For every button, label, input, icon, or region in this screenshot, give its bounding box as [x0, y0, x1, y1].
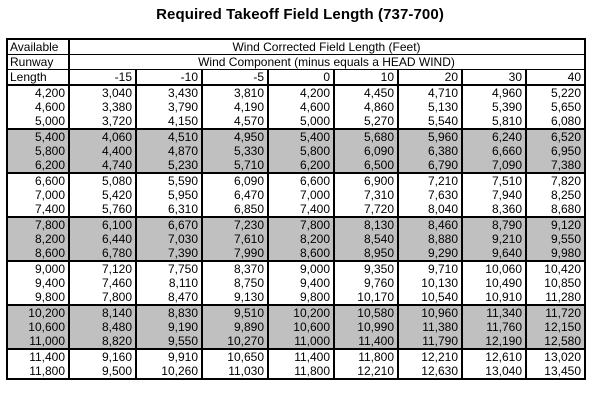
- runway-length-cell: 8,600: [7, 246, 69, 261]
- field-length-cell: 9,550: [526, 232, 585, 246]
- field-length-cell: 7,750: [136, 261, 202, 276]
- table-row: [7, 334, 585, 349]
- runway-length-cell: 9,000: [7, 261, 69, 276]
- field-length-cell: 6,950: [526, 144, 585, 158]
- field-length-cell: 5,760: [69, 202, 136, 217]
- field-length-cell: 4,710: [398, 85, 462, 100]
- field-length-cell: 12,190: [462, 334, 526, 349]
- field-length-cell: 6,790: [398, 158, 462, 173]
- field-length-cell: 10,960: [398, 305, 462, 320]
- field-length-cell: 9,510: [202, 305, 268, 320]
- field-length-cell: 10,170: [334, 290, 398, 305]
- table-row: [7, 290, 585, 305]
- field-length-cell: 6,600: [268, 173, 334, 188]
- field-length-cell: 9,890: [202, 320, 268, 334]
- field-length-cell: 4,870: [136, 144, 202, 158]
- field-length-cell: 12,610: [462, 349, 526, 364]
- field-length-cell: 8,790: [462, 217, 526, 232]
- field-length-cell: 7,800: [69, 290, 136, 305]
- runway-length-cell: 10,600: [7, 320, 69, 334]
- field-length-cell: 7,230: [202, 217, 268, 232]
- field-length-cell: 6,440: [69, 232, 136, 246]
- table-row: [7, 158, 585, 173]
- field-length-cell: 10,130: [398, 276, 462, 290]
- field-length-cell: 6,310: [136, 202, 202, 217]
- field-length-cell: 8,130: [334, 217, 398, 232]
- field-length-cell: 12,630: [398, 364, 462, 379]
- runway-length-cell: 11,800: [7, 364, 69, 379]
- field-length-cell: 5,680: [334, 129, 398, 144]
- field-length-cell: 4,510: [136, 129, 202, 144]
- runway-length-cell: 7,400: [7, 202, 69, 217]
- field-length-cell: 9,500: [69, 364, 136, 379]
- field-length-cell: 3,430: [136, 85, 202, 100]
- field-length-cell: 9,910: [136, 349, 202, 364]
- field-length-cell: 12,580: [526, 334, 585, 349]
- field-length-cell: 8,200: [268, 232, 334, 246]
- wind-component-header: -5: [202, 70, 268, 86]
- header-available: Available: [7, 39, 69, 55]
- field-length-cell: 7,390: [136, 246, 202, 261]
- field-length-cell: 10,270: [202, 334, 268, 349]
- field-length-cell: 8,600: [268, 246, 334, 261]
- field-length-cell: 8,540: [334, 232, 398, 246]
- field-length-cell: 10,910: [462, 290, 526, 305]
- field-length-cell: 10,580: [334, 305, 398, 320]
- field-length-cell: 3,810: [202, 85, 268, 100]
- runway-length-cell: 9,400: [7, 276, 69, 290]
- field-length-cell: 7,940: [462, 188, 526, 202]
- header-runway: Runway: [7, 55, 69, 70]
- wind-component-header: -15: [69, 70, 136, 86]
- field-length-cell: 8,950: [334, 246, 398, 261]
- field-length-cell: 11,800: [334, 349, 398, 364]
- field-length-cell: 5,650: [550, 100, 581, 114]
- field-length-cell: 11,380: [398, 320, 462, 334]
- field-length-cell: 7,000: [268, 188, 334, 202]
- wind-component-header: 30: [462, 70, 526, 86]
- page-title: Required Takeoff Field Length (737-700): [156, 6, 444, 23]
- field-length-cell: 10,850: [544, 276, 581, 290]
- field-length-cell: 7,510: [462, 173, 526, 188]
- field-length-cell: 4,600: [268, 100, 334, 114]
- runway-length-cell: 7,800: [7, 217, 69, 232]
- field-length-cell: 10,600: [268, 320, 334, 334]
- header-wind-corrected-field-length: Wind Corrected Field Length (Feet): [69, 39, 585, 55]
- field-length-cell: 8,110: [136, 276, 202, 290]
- field-length-cell: 5,710: [202, 158, 268, 173]
- field-length-cell: 8,370: [202, 261, 268, 276]
- header-length: Length: [7, 70, 69, 86]
- runway-length-cell: 11,400: [7, 349, 69, 364]
- field-length-cell: 3,380: [69, 100, 136, 114]
- field-length-cell: 12,210: [334, 364, 398, 379]
- table-row: [7, 173, 585, 188]
- wind-component-header: 10: [334, 70, 398, 86]
- field-length-cell: 11,760: [462, 320, 526, 334]
- field-length-cell: 9,400: [268, 276, 334, 290]
- field-length-cell: 6,670: [136, 217, 202, 232]
- table-row: [7, 349, 585, 364]
- field-length-cell: 4,450: [334, 85, 398, 100]
- field-length-cell: 10,540: [398, 290, 462, 305]
- field-length-cell: 9,000: [268, 261, 334, 276]
- field-length-cell: 4,060: [69, 129, 136, 144]
- field-length-cell: 7,310: [334, 188, 398, 202]
- field-length-cell: 5,330: [202, 144, 268, 158]
- field-length-cell: 7,210: [398, 173, 462, 188]
- field-length-cell: 9,800: [268, 290, 334, 305]
- field-length-cell: 6,100: [69, 217, 136, 232]
- field-length-cell: 13,040: [462, 364, 526, 379]
- field-length-cell: 9,130: [202, 290, 268, 305]
- field-length-cell: 11,720: [526, 305, 585, 320]
- field-length-cell: 6,780: [69, 246, 136, 261]
- field-length-cell: 8,040: [398, 202, 462, 217]
- field-length-cell: 10,260: [136, 364, 202, 379]
- wind-component-header: 20: [398, 70, 462, 86]
- wind-component-header: 0: [268, 70, 334, 86]
- field-length-cell: 9,120: [526, 217, 585, 232]
- runway-length-cell: 6,200: [7, 158, 69, 173]
- field-length-cell: 7,380: [526, 158, 585, 173]
- field-length-cell: 10,650: [202, 349, 268, 364]
- field-length-cell: 8,360: [462, 202, 526, 217]
- field-length-cell: 8,830: [136, 305, 202, 320]
- field-length-cell: 7,030: [136, 232, 202, 246]
- runway-length-cell: 5,800: [7, 144, 69, 158]
- table-row: [7, 114, 585, 129]
- field-length-cell: 12,150: [526, 320, 585, 334]
- runway-length-cell: 4,200: [7, 85, 69, 100]
- field-length-cell: 13,450: [544, 364, 581, 378]
- field-length-cell: 6,090: [334, 144, 398, 158]
- field-length-cell: 7,610: [202, 232, 268, 246]
- field-length-cell: 9,210: [462, 232, 526, 246]
- field-length-cell: 4,950: [202, 129, 268, 144]
- takeoff-field-length-table: [6, 38, 586, 380]
- header-wind-component: Wind Component (minus equals a HEAD WIND): [69, 55, 585, 70]
- field-length-cell: 7,720: [334, 202, 398, 217]
- field-length-cell: 4,570: [202, 114, 268, 129]
- field-length-cell: 5,800: [268, 144, 334, 158]
- field-length-cell: 9,980: [526, 246, 585, 261]
- field-length-cell: 11,340: [462, 305, 526, 320]
- table-row: [7, 232, 585, 246]
- field-length-cell: 6,470: [202, 188, 268, 202]
- table-row: [7, 129, 585, 144]
- table-body: [7, 85, 585, 379]
- field-length-cell: 6,850: [202, 202, 268, 217]
- field-length-cell: 5,950: [136, 188, 202, 202]
- field-length-cell: 11,400: [334, 334, 398, 349]
- field-length-cell: 9,290: [398, 246, 462, 261]
- table-row: [7, 217, 585, 232]
- field-length-cell: 7,990: [202, 246, 268, 261]
- field-length-cell: 8,680: [526, 202, 585, 217]
- field-length-cell: 8,460: [398, 217, 462, 232]
- field-length-cell: 9,350: [334, 261, 398, 276]
- field-length-cell: 6,240: [462, 129, 526, 144]
- field-length-cell: 5,230: [136, 158, 202, 173]
- field-length-cell: 5,000: [268, 114, 334, 129]
- field-length-cell: 9,640: [462, 246, 526, 261]
- field-length-cell: 4,400: [69, 144, 136, 158]
- field-length-cell: 8,820: [69, 334, 136, 349]
- table-row: [7, 364, 585, 379]
- table-row: [7, 100, 585, 114]
- field-length-cell: 3,790: [136, 100, 202, 114]
- field-length-cell: 11,000: [268, 334, 334, 349]
- field-length-cell: 6,900: [334, 173, 398, 188]
- field-length-cell: 5,400: [268, 129, 334, 144]
- table-row: [7, 144, 585, 158]
- field-length-cell: 5,220: [550, 86, 581, 100]
- field-length-cell: 9,710: [398, 261, 462, 276]
- field-length-cell: 9,190: [136, 320, 202, 334]
- table-row: [7, 276, 585, 290]
- runway-length-cell: 10,200: [7, 305, 69, 320]
- table-row: [7, 85, 585, 100]
- field-length-cell: 6,090: [202, 173, 268, 188]
- field-length-cell: 5,810: [462, 114, 526, 129]
- table-row: [7, 305, 585, 320]
- table-row: [7, 202, 585, 217]
- field-length-cell: 4,200: [268, 85, 334, 100]
- field-length-cell: 5,540: [398, 114, 462, 129]
- field-length-cell: 7,120: [69, 261, 136, 276]
- field-length-cell: 11,400: [268, 349, 334, 364]
- field-length-cell: 8,140: [69, 305, 136, 320]
- field-length-cell: 6,520: [526, 129, 585, 144]
- field-length-cell: 5,130: [398, 100, 462, 114]
- field-length-cell: 5,590: [136, 173, 202, 188]
- field-length-cell: 4,740: [69, 158, 136, 173]
- field-length-cell: 6,200: [268, 158, 334, 173]
- runway-length-cell: 8,200: [7, 232, 69, 246]
- field-length-cell: 9,160: [69, 349, 136, 364]
- runway-length-cell: 9,800: [7, 290, 69, 305]
- field-length-cell: 6,660: [462, 144, 526, 158]
- field-length-cell: 8,470: [136, 290, 202, 305]
- field-length-cell: 4,190: [202, 100, 268, 114]
- field-length-cell: 7,400: [268, 202, 334, 217]
- field-length-cell: 10,420: [544, 262, 581, 276]
- wind-component-header: -10: [136, 70, 202, 86]
- runway-length-cell: 5,400: [7, 129, 69, 144]
- field-length-cell: 13,020: [544, 350, 581, 364]
- field-length-cell: 5,960: [398, 129, 462, 144]
- field-length-cell: 4,150: [136, 114, 202, 129]
- field-length-cell: 7,460: [69, 276, 136, 290]
- field-length-cell: 4,960: [462, 85, 526, 100]
- field-length-cell: 10,200: [268, 305, 334, 320]
- field-length-cell: 5,420: [69, 188, 136, 202]
- wind-component-header: 40: [526, 70, 585, 86]
- runway-length-cell: 11,000: [7, 334, 69, 349]
- runway-length-cell: 5,000: [7, 114, 69, 129]
- runway-length-cell: 4,600: [7, 100, 69, 114]
- field-length-cell: 6,080: [526, 114, 585, 129]
- field-length-cell: 8,250: [550, 188, 581, 202]
- field-length-cell: 9,760: [334, 276, 398, 290]
- field-length-cell: 10,990: [334, 320, 398, 334]
- field-length-cell: 11,280: [526, 290, 585, 305]
- field-length-cell: 3,720: [69, 114, 136, 129]
- table-row: [7, 261, 585, 276]
- field-length-cell: 12,210: [398, 349, 462, 364]
- runway-length-cell: 6,600: [7, 173, 69, 188]
- field-length-cell: 7,630: [398, 188, 462, 202]
- field-length-cell: 5,080: [69, 173, 136, 188]
- table-row: [7, 246, 585, 261]
- field-length-cell: 6,500: [334, 158, 398, 173]
- table-row: [7, 188, 585, 202]
- runway-length-cell: 7,000: [7, 188, 69, 202]
- field-length-cell: 7,090: [462, 158, 526, 173]
- table-row: [7, 320, 585, 334]
- field-length-cell: 8,750: [202, 276, 268, 290]
- field-length-cell: 5,390: [462, 100, 526, 114]
- field-length-cell: 7,820: [550, 174, 581, 188]
- field-length-cell: 9,550: [136, 334, 202, 349]
- field-length-cell: 11,800: [268, 364, 334, 379]
- field-length-cell: 7,800: [268, 217, 334, 232]
- field-length-cell: 11,790: [398, 334, 462, 349]
- field-length-cell: 8,480: [69, 320, 136, 334]
- field-length-cell: 10,060: [462, 261, 526, 276]
- field-length-cell: 6,380: [398, 144, 462, 158]
- field-length-cell: 8,880: [398, 232, 462, 246]
- field-length-cell: 4,860: [334, 100, 398, 114]
- field-length-cell: 3,040: [69, 85, 136, 100]
- field-length-cell: 11,030: [202, 364, 268, 379]
- field-length-cell: 10,490: [462, 276, 526, 290]
- field-length-cell: 5,270: [334, 114, 398, 129]
